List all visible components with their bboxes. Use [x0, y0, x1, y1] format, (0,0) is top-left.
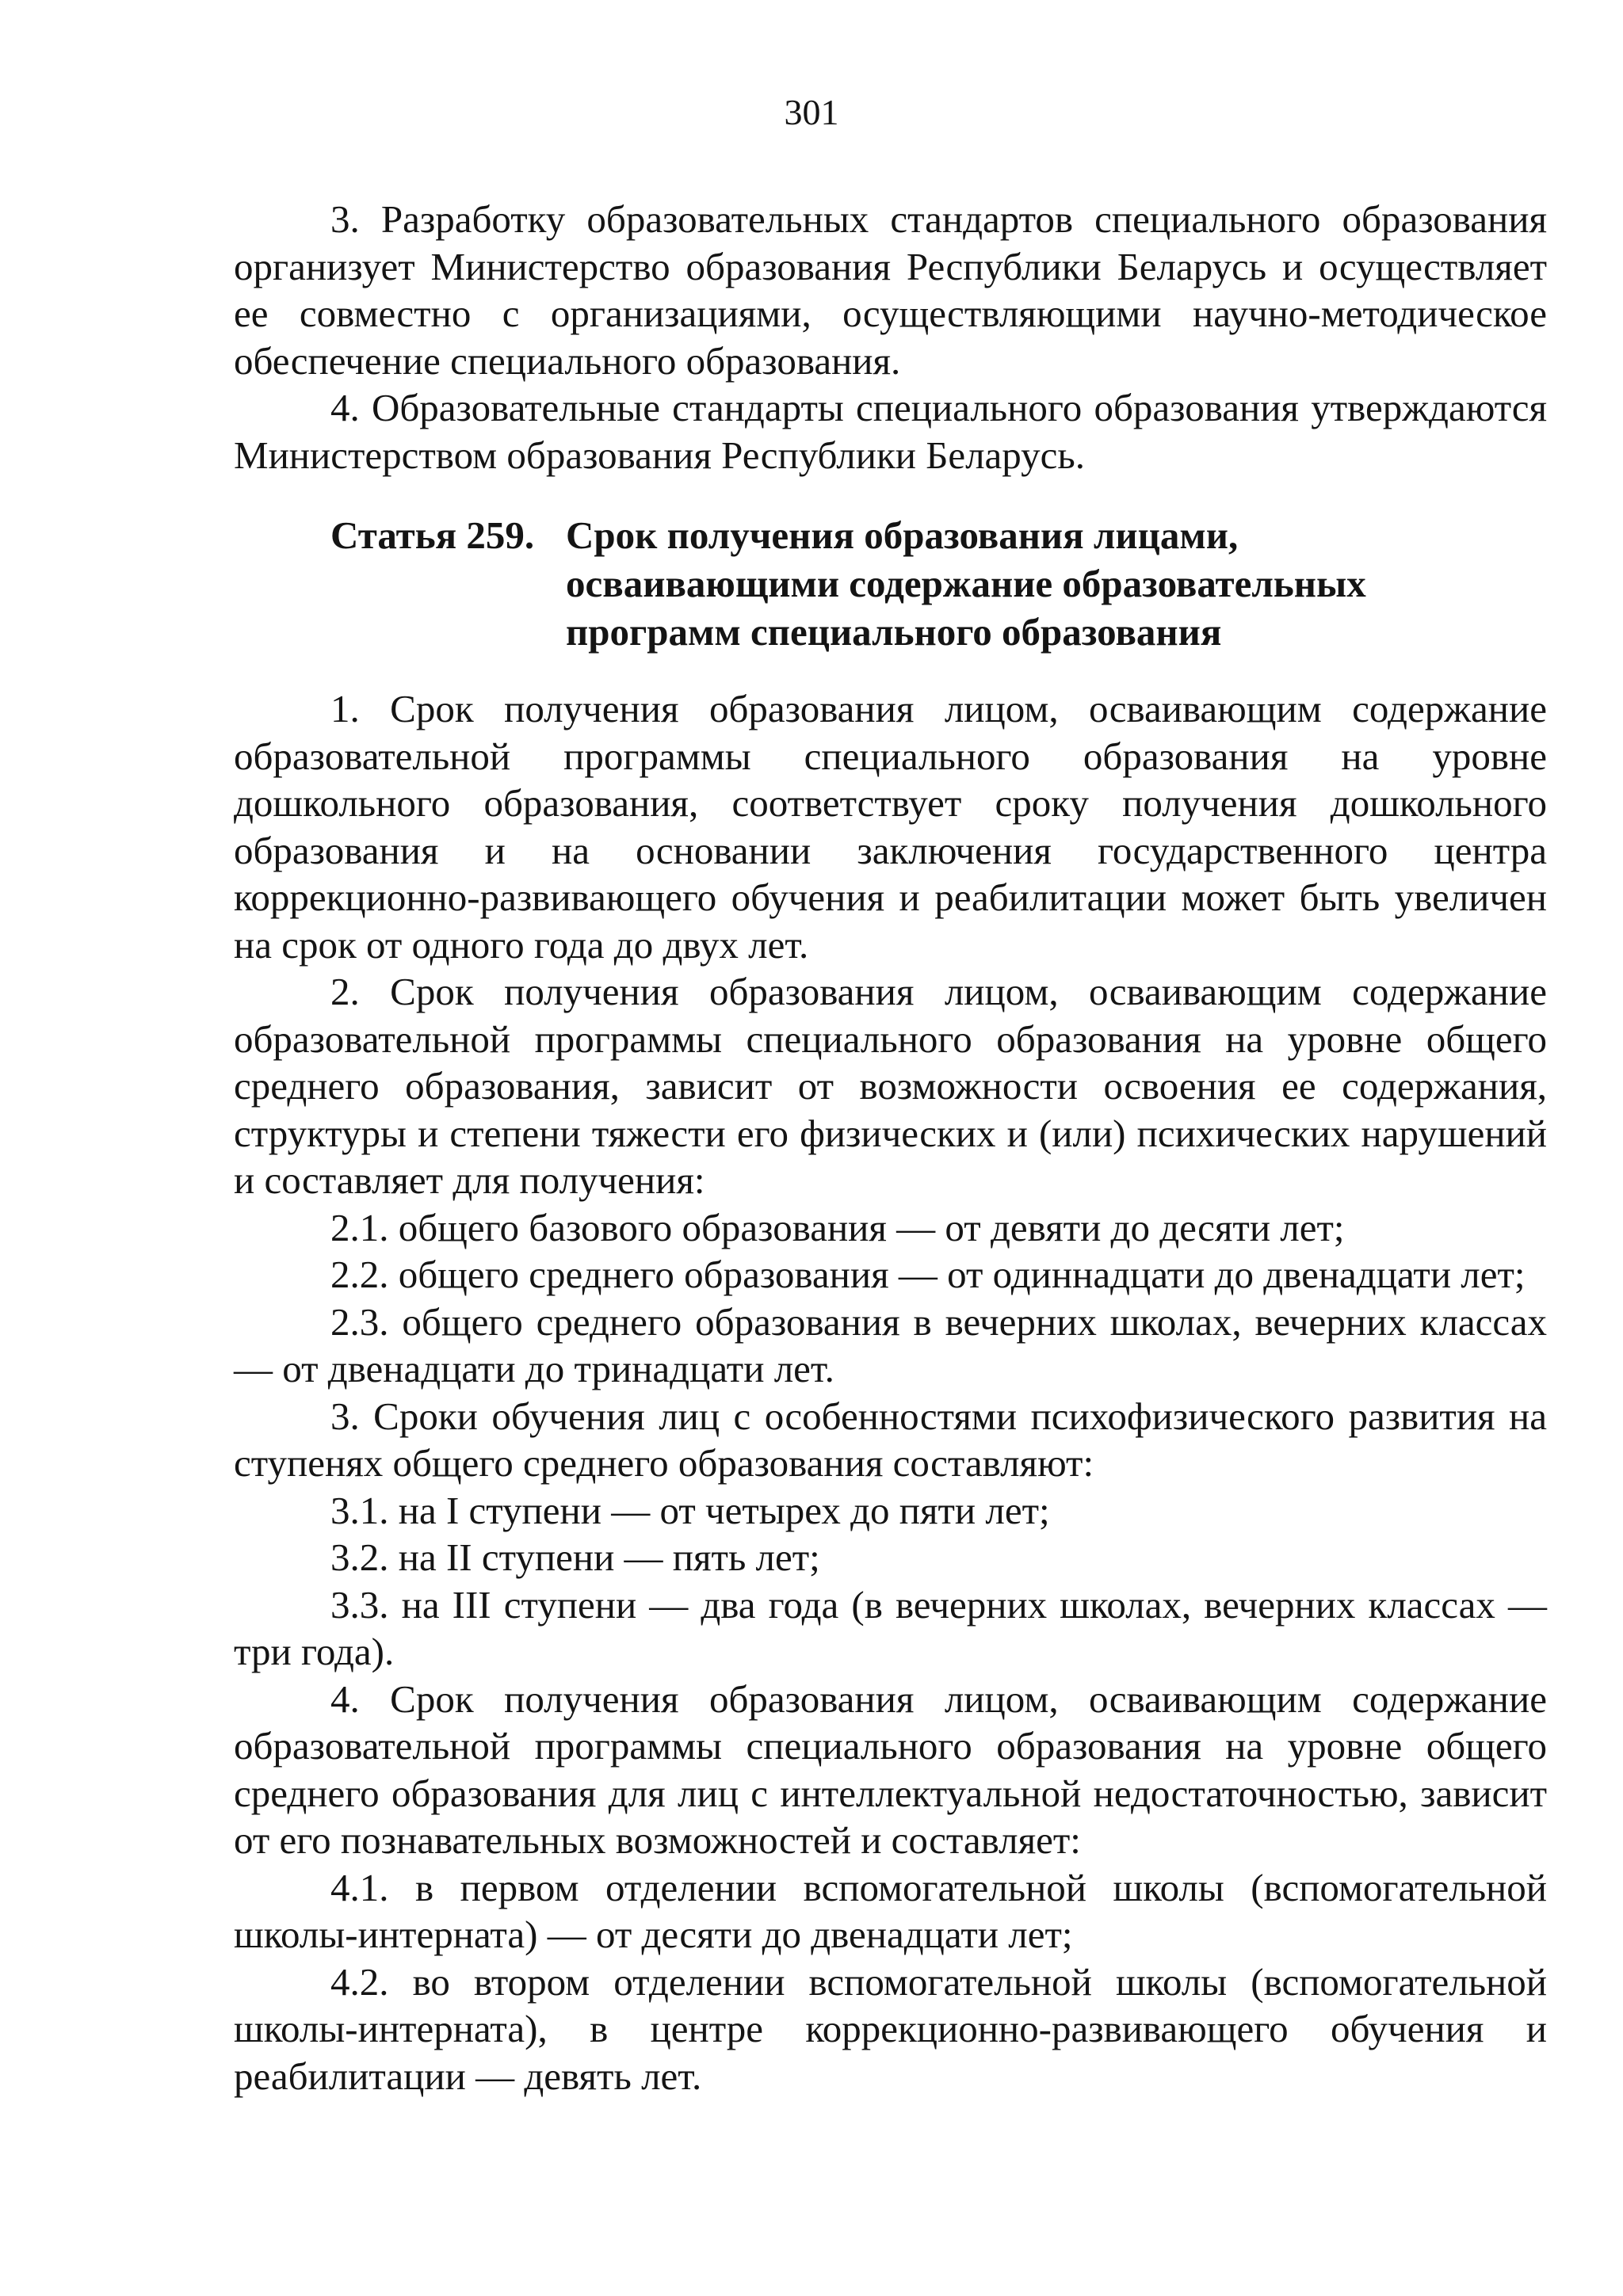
article-title-line: программ специального образования	[566, 610, 1222, 654]
paragraph-4-2: 4.2. во втором отделении вспомогательной школы (вспомогательной школы-интерната), в центре коррекционно-развивающего обучения и реабилитации — девять лет.	[234, 1959, 1547, 2098]
paragraph-3-3: 3.3. на III ступени — два года (в вечерних школах, вечерних классах — три года).	[234, 1582, 1547, 1673]
article-title-line: осваивающими содержание образовательных	[566, 562, 1366, 605]
paragraph-2-3: 2.3. общего среднего образования в вечерних школах, вечерних классах — от двенадцати до тринадцати лет.	[234, 1299, 1547, 1390]
paragraph-4-1: 4.1. в первом отделении вспомогательной школы (вспомогательной школы-интерната) — от десяти до двенадцати лет;	[234, 1865, 1547, 1956]
article-title	[566, 511, 1551, 656]
paragraph-3-1: 3.1. на I ступени — от четырех до пяти лет;	[330, 1488, 1050, 1532]
paragraph-2-2: 2.2. общего среднего образования — от одиннадцати до двенадцати лет;	[330, 1253, 1526, 1296]
top-text-block	[234, 196, 1547, 479]
paragraph-top-3: 3. Разработку образовательных стандартов специального образования организует Министерство образования Республики Беларусь и осуществляет ее совместно с организациями, осуществляющими научно-методическое обеспечение специального образования.	[234, 197, 1547, 383]
paragraph-2-1: 2.1. общего базового образования — от девяти до десяти лет;	[330, 1205, 1345, 1249]
paragraph-1: 1. Срок получения образования лицом, осваивающим содержание образовательной программы специального образования на уровне дошкольного образования, соответствует сроку получения дошкольного образования и на основании заключения государственного центра коррекционно-развивающего обучения и реабилитации может быть увеличен на срок от одного года до двух лет.	[234, 687, 1547, 967]
paragraph-4: 4. Срок получения образования лицом, осваивающим содержание образовательной программы специального образования на уровне общего среднего образования для лиц с интеллектуальной недостаточностью, зависит от его познавательных возможностей и составляет:	[234, 1676, 1547, 1862]
article-heading	[330, 511, 1551, 656]
article-label: Статья 259.	[330, 513, 535, 557]
paragraph-3-2: 3.2. на II ступени — пять лет;	[330, 1535, 820, 1579]
page-number: 301	[784, 92, 839, 132]
article-title-line: Срок получения образования лицами,	[566, 513, 1239, 557]
paragraph-3: 3. Сроки обучения лиц с особенностями психофизического развития на ступенях общего среднего образования составляют:	[234, 1394, 1547, 1485]
article-body	[234, 685, 1547, 2100]
paragraph-2: 2. Срок получения образования лицом, осваивающим содержание образовательной программы специального образования на уровне общего среднего образования, зависит от возможности освоения ее содержания, структуры и степени тяжести его физических и (или) психических нарушений и составляет для получения:	[234, 970, 1547, 1202]
paragraph-top-4: 4. Образовательные стандарты специального образования утверждаются Министерством образования Республики Беларусь.	[234, 386, 1547, 477]
